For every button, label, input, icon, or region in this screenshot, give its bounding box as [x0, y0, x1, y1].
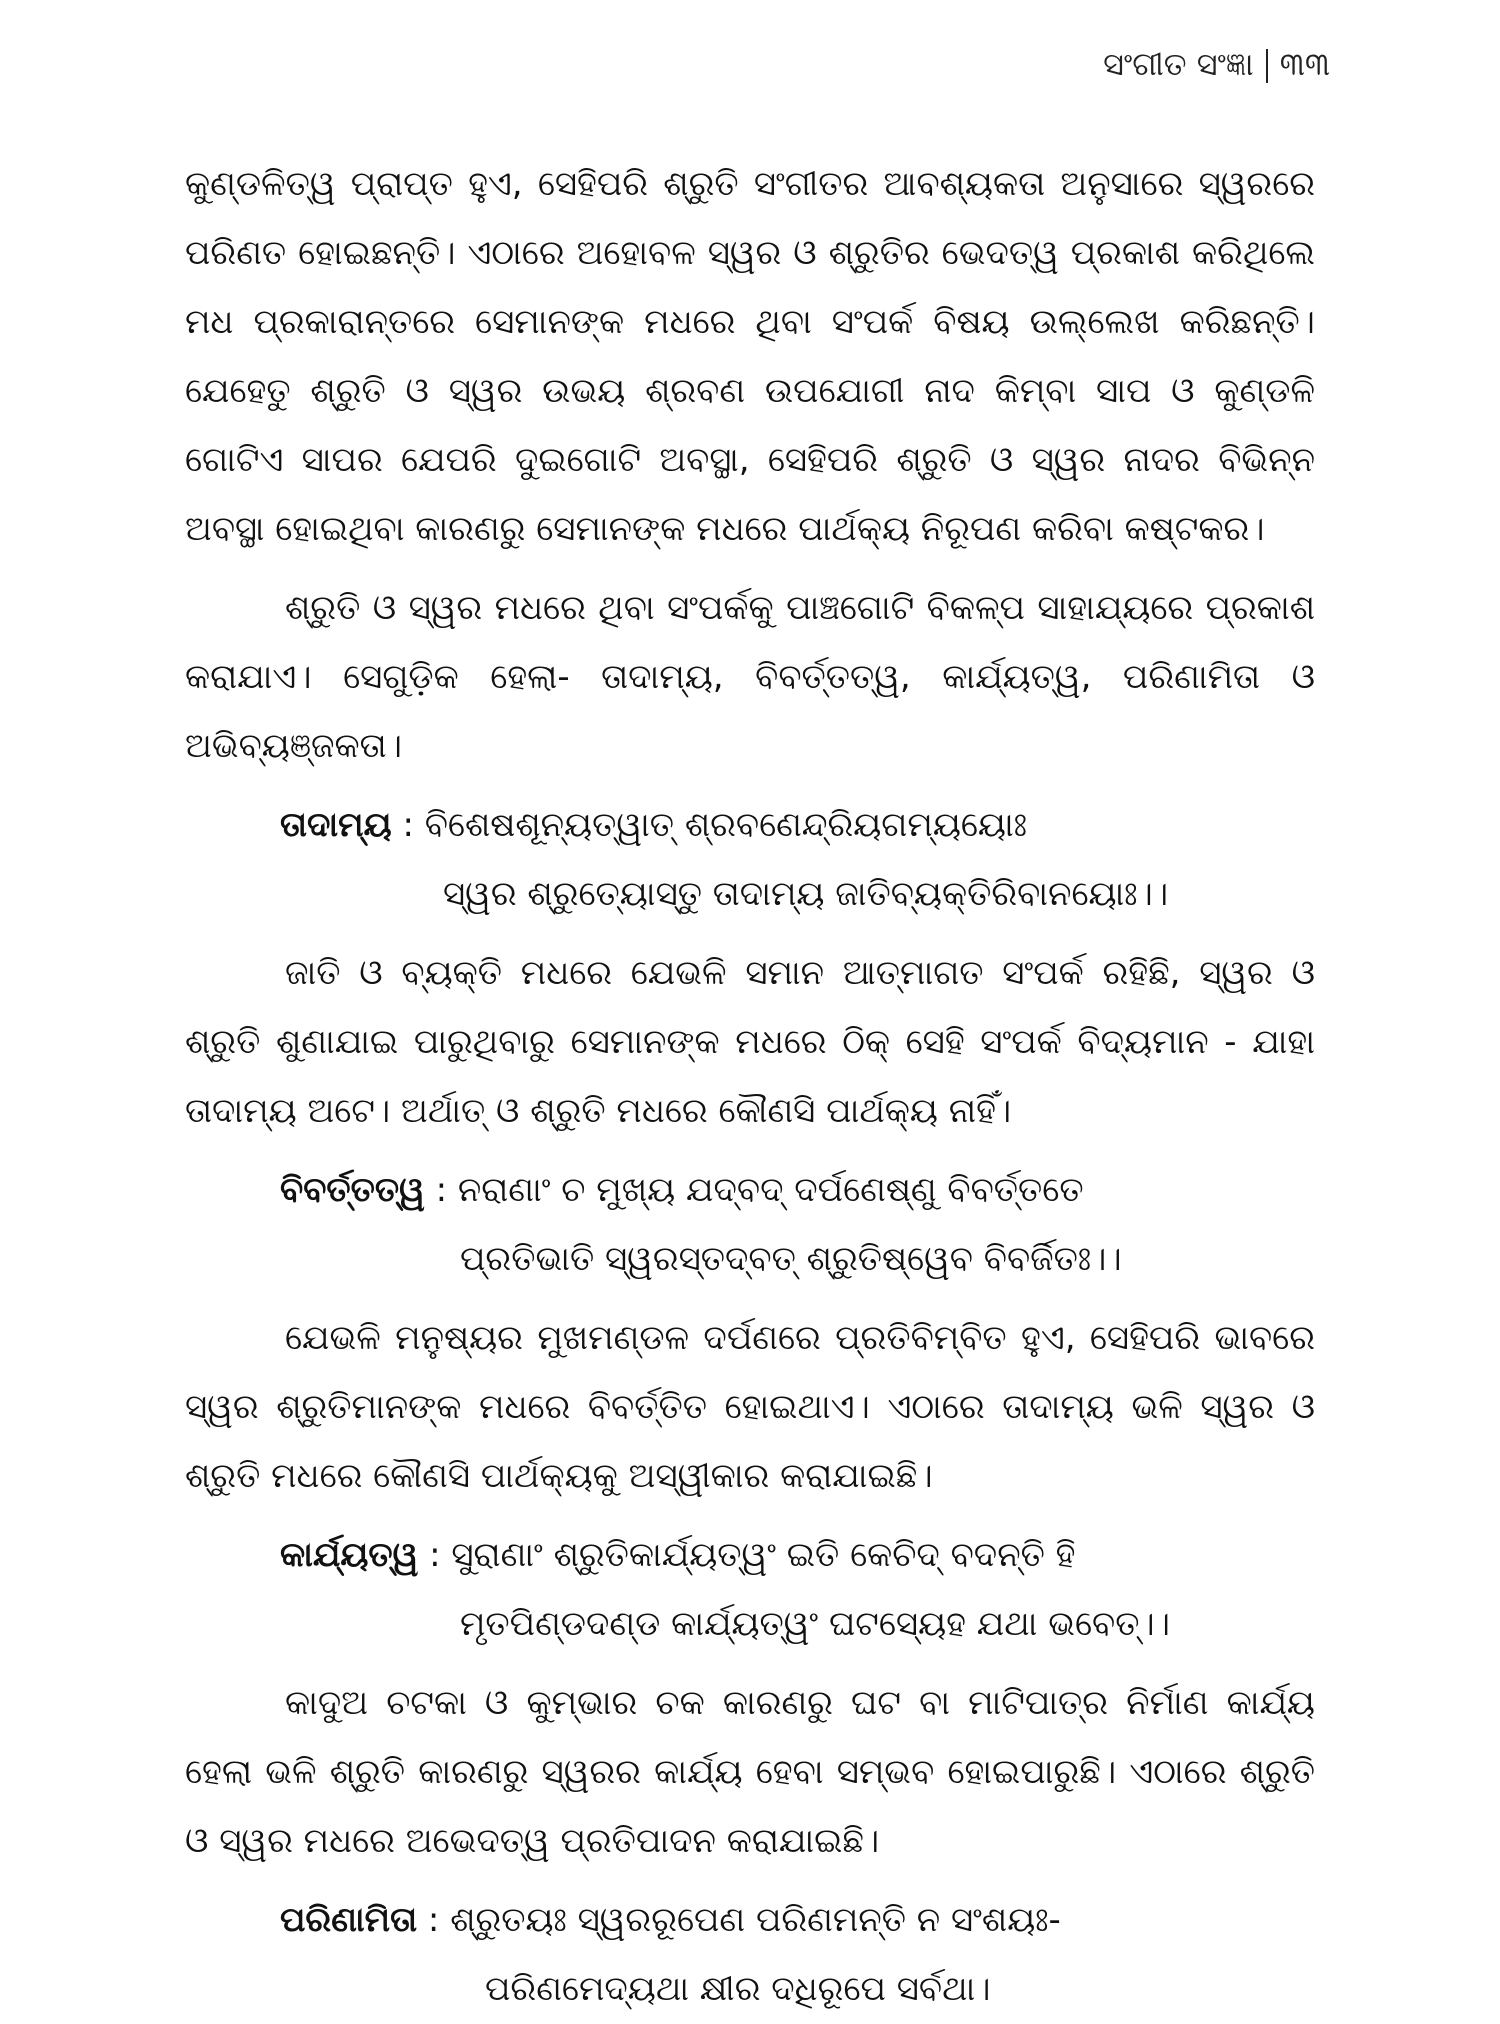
verse-line-2: ସ୍ୱର ଶ୍ରୁତ୍ୟୋସ୍ତୁ ତାଦାମ୍ୟ ଜାତିବ୍ୟକ୍ତିରିବାନୟୋଃ।। — [443, 874, 1169, 914]
page-number: ୩୩ — [1279, 45, 1330, 83]
verse-bibarttatwa — [185, 1156, 1315, 1294]
paragraph-1: କୁଣ୍ଡଳିତ୍ୱ ପ୍ରାପ୍ତ ହୁଏ, ସେହିପରି ଶ୍ରୁତି ସଂଗୀତର ଆବଶ୍ୟକତା ଅନୁସାରେ ସ୍ୱରରେ ପରିଣତ ହୋଇଛନ୍ତି। ଏଠାରେ ଅହୋବଳ ସ୍ୱର ଓ ଶ୍ରୁତିର ଭେଦତ୍ୱ ପ୍ରକାଶ କରିଥିଲେ ମଧ ପ୍ରକାରାନ୍ତରେ ସେମାନଙ୍କ ମଧରେ ଥିବା ସଂପର୍କ ବିଷୟ ଉଲ୍ଲେଖ କରିଛନ୍ତି। ଯେହେତୁ ଶ୍ରୁତି ଓ ସ୍ୱର ଉଭୟ ଶ୍ରବଣ ଉପଯୋଗୀ ନାଦ କିମ୍ବା ସାପ ଓ କୁଣ୍ଡଳି ଗୋଟିଏ ସାପର ଯେପରି ଦୁଇଗୋଟି ଅବସ୍ଥା, ସେହିପରି ଶ୍ରୁତି ଓ ସ୍ୱର ନାଦର ବିଭିନ୍ନ ଅବସ୍ଥା ହୋଇଥିବା କାରଣରୁ ସେମାନଙ୍କ ମଧରେ ପାର୍ଥକ୍ୟ ନିରୂପଣ କରିବା କଷ୍ଟକର। — [185, 164, 1315, 549]
page-body — [185, 150, 1315, 2024]
running-header — [1103, 44, 1330, 84]
paragraph-2: ଶ୍ରୁତି ଓ ସ୍ୱର ମଧରେ ଥିବା ସଂପର୍କକୁ ପାଞ୍ଚଗୋଟି ବିକଳ୍ପ ସାହାଯ୍ୟରେ ପ୍ରକାଶ କରାଯାଏ। ସେଗୁଡ଼ିକ ହେଲା- ତାଦାମ୍ୟ, ବିବର୍ତ୍ତତ୍ୱ, କାର୍ଯ୍ୟତ୍ୱ, ପରିଣାମିତା ଓ ଅଭିବ୍ୟଞ୍ଜକତା। — [185, 588, 1315, 766]
verse-line-2: ମୃତପିଣ୍ଡଦଣ୍ଡ କାର୍ଯ୍ୟତ୍ୱଂ ଘଟସ୍ୟେହ ଯଥା ଭବେତ୍।। — [460, 1604, 1171, 1644]
verse-line-1: : ଶ୍ରୁତୟଃ ସ୍ୱରରୂପେଣ ପରିଣମନ୍ତି ନ ସଂଶୟଃ- — [417, 1900, 1061, 1940]
verse-term: ବିବର୍ତ୍ତତ୍ୱ — [280, 1170, 425, 1210]
verse-karyatwa — [185, 1521, 1315, 1659]
verse-line-2: ପ୍ରତିଭାତି ସ୍ୱରସ୍ତଦ୍‌ବତ୍ ଶ୍ରୁତିଷ୍ୱେବ ବିବର୍ଜିତଃ।। — [460, 1239, 1122, 1279]
verse-tadamya — [185, 791, 1315, 929]
verse-line-1: : ନରାଣାଂ ଚ ମୁଖ୍ୟ ଯଦ୍‌ବଦ୍ ଦର୍ପଣେଷ୍ଣୁ ବିବର୍ତ୍ତତେ — [424, 1170, 1084, 1210]
verse-term: ପରିଣାମିତା — [280, 1900, 418, 1940]
verse-term: କାର୍ଯ୍ୟତ୍ୱ — [280, 1535, 419, 1575]
verse-line-1: : ସୁରାଣାଂ ଶ୍ରୁତିକାର୍ଯ୍ୟତ୍ୱଂ ଇତି କେଚିଦ୍ ବଦନ୍ତି ହି — [418, 1535, 1076, 1575]
paragraph-5: କାଦୁଅ ଚଟକା ଓ କୁମ୍ଭାର ଚକ କାରଣରୁ ଘଟ ବା ମାଟିପାତ୍ର ନିର୍ମାଣ କାର୍ଯ୍ୟ ହେଲା ଭଳି ଶ୍ରୁତି କାରଣରୁ ସ୍ୱରର କାର୍ଯ୍ୟ ହେବା ସମ୍ଭବ ହୋଇପାରୁଛି। ଏଠାରେ ଶ୍ରୁତି ଓ ସ୍ୱର ମଧରେ ଅଭେଦତ୍ୱ ପ୍ରତିପାଦନ କରାଯାଇଛି। — [185, 1683, 1315, 1861]
header-title: ସଂଗୀତ ସଂଜ୍ଞା — [1103, 45, 1254, 83]
verse-line-1: : ବିଶେଷଶୂନ୍ୟତ୍ୱାତ୍ ଶ୍ରବଣେନ୍ଦ୍ରିୟଗମ୍ୟୟୋଃ — [391, 805, 1027, 845]
paragraph-4: ଯେଭଳି ମନୁଷ୍ୟର ମୁଖମଣ୍ଡଳ ଦର୍ପଣରେ ପ୍ରତିବିମ୍ବିତ ହୁଏ, ସେହିପରି ଭାବରେ ସ୍ୱର ଶ୍ରୁତିମାନଙ୍କ ମଧରେ ବିବର୍ତ୍ତିତ ହୋଇଥାଏ। ଏଠାରେ ତାଦାମ୍ୟ ଭଳି ସ୍ୱର ଓ ଶ୍ରୁତି ମଧରେ କୌଣସି ପାର୍ଥକ୍ୟକୁ ଅସ୍ୱୀକାର କରାଯାଇଛି। — [185, 1318, 1315, 1496]
verse-term: ତାଦାମ୍ୟ — [280, 805, 392, 845]
verse-parinamita — [185, 1886, 1315, 2024]
paragraph-3: ଜାତି ଓ ବ୍ୟକ୍ତି ମଧରେ ଯେଭଳି ସମାନ ଆତ୍ମାଗତ ସଂପର୍କ ରହିଛି, ସ୍ୱର ଓ ଶ୍ରୁତି ଶୁଣାଯାଇ ପାରୁଥିବାରୁ ସେମାନଙ୍କ ମଧରେ ଠିକ୍ ସେହି ସଂପର୍କ ବିଦ୍ୟମାନ - ଯାହା ତାଦାମ୍ୟ ଅଟେ। ଅର୍ଥାତ୍ ଓ ଶ୍ରୁତି ମଧରେ କୌଣସି ପାର୍ଥକ୍ୟ ନାହିଁ। — [185, 953, 1315, 1131]
header-divider — [1266, 49, 1268, 83]
verse-line-2: ପରିଣମେଦ୍ୟଥା କ୍ଷୀର ଦଧିରୂପେ ସର୍ବଥା। — [485, 1969, 991, 2009]
